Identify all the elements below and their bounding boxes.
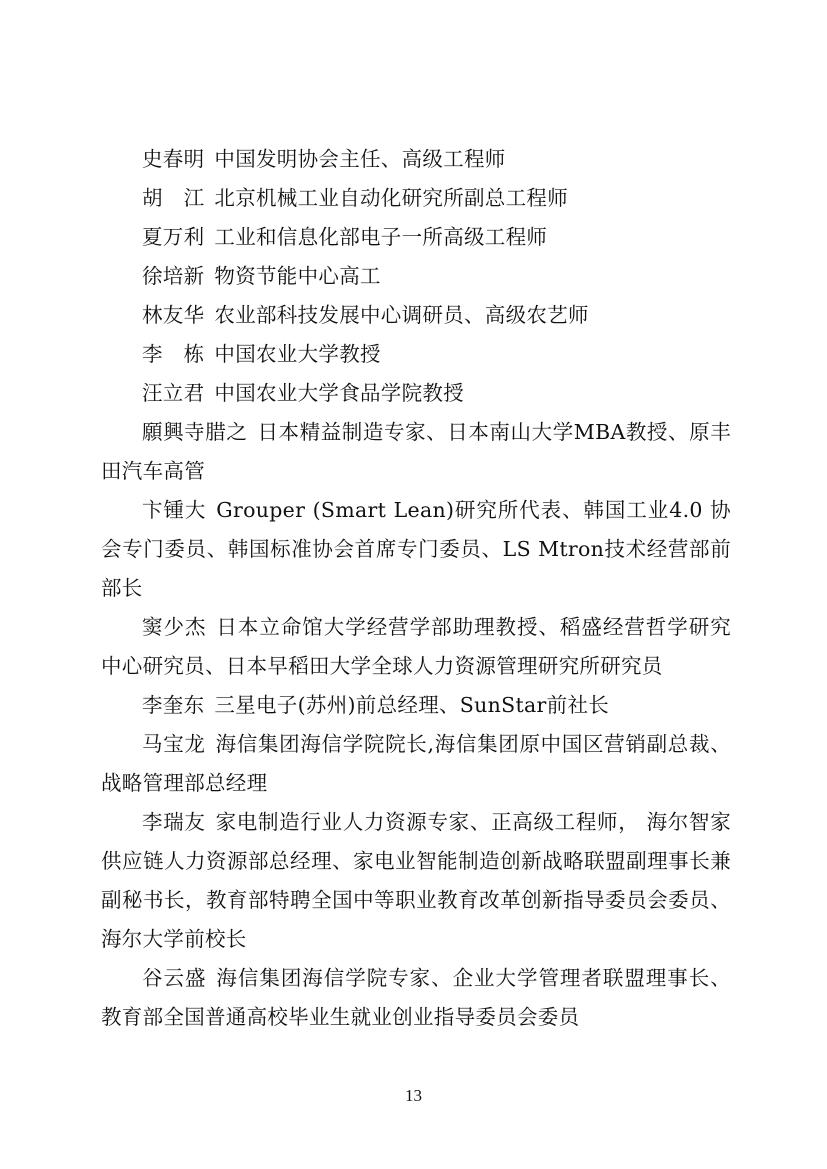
expert-entry (101, 959, 731, 1037)
expert-description: 中国发明协会主任、高级工程师 (214, 147, 506, 171)
expert-name: 史春明 (142, 147, 205, 171)
expert-description: 北京机械工业自动化研究所副总工程师 (214, 186, 569, 210)
expert-name: 马宝龙 (142, 732, 206, 756)
expert-description: 物资节能中心高工 (214, 264, 381, 288)
expert-description: 中国农业大学食品学院教授 (214, 381, 465, 405)
expert-name: 願興寺腊之 (142, 420, 248, 444)
expert-entry (101, 413, 731, 491)
expert-description: Grouper (Smart Lean)研究所代表、韩国工业4.0 协会专门委员、韩国标准协会首席专门委员、LS Mtron技术经营部前部长 (101, 498, 731, 600)
expert-description: 工业和信息化部电子一所高级工程师 (214, 225, 548, 249)
expert-name: 林友华 (142, 303, 205, 327)
expert-name: 谷云盛 (142, 966, 207, 990)
expert-description: 三星电子(苏州)前总经理、SunStar前社长 (214, 693, 610, 717)
expert-entry (101, 218, 731, 257)
expert-entry (101, 725, 731, 803)
expert-description: 家电制造行业人力资源专家、正高级工程师， 海尔智家供应链人力资源部总经理、家电业智能制造创新战略联盟副理事长兼副秘书长，教育部特聘全国中等职业教育改革创新指导委员会委员、海尔大学前校长 (101, 810, 731, 951)
expert-name: 汪立君 (142, 381, 205, 405)
expert-description: 中国农业大学教授 (214, 342, 381, 366)
expert-name: 李奎东 (142, 693, 205, 717)
expert-description: 日本精益制造专家、日本南山大学MBA教授、原丰田汽车高管 (101, 420, 731, 483)
expert-entry (101, 296, 731, 335)
expert-entry (101, 335, 731, 374)
expert-name: 卞锺大 (142, 498, 207, 522)
expert-name: 夏万利 (142, 225, 205, 249)
expert-entry (101, 686, 731, 725)
expert-entry (101, 491, 731, 608)
expert-entry (101, 257, 731, 296)
page-number: 13 (405, 1086, 422, 1105)
expert-name: 李 栋 (142, 342, 205, 366)
expert-description: 日本立命馆大学经营学部助理教授、稻盛经营哲学研究中心研究员、日本早稻田大学全球人力资源管理研究所研究员 (101, 615, 732, 678)
expert-list (101, 140, 731, 1037)
expert-description: 海信集团海信学院院长,海信集团原中国区营销副总裁、战略管理部总经理 (101, 732, 731, 795)
expert-entry (101, 374, 731, 413)
expert-entry (101, 140, 731, 179)
expert-name: 窦少杰 (142, 615, 207, 639)
expert-description: 海信集团海信学院专家、企业大学管理者联盟理事长、教育部全国普通高校毕业生就业创业指导委员会委员 (101, 966, 732, 1029)
expert-entry (101, 179, 731, 218)
expert-name: 李瑞友 (142, 810, 206, 834)
expert-description: 农业部科技发展中心调研员、高级农艺师 (214, 303, 589, 327)
expert-name: 徐培新 (142, 264, 205, 288)
expert-name: 胡 江 (142, 186, 205, 210)
expert-entry (101, 608, 731, 686)
expert-entry (101, 803, 731, 959)
